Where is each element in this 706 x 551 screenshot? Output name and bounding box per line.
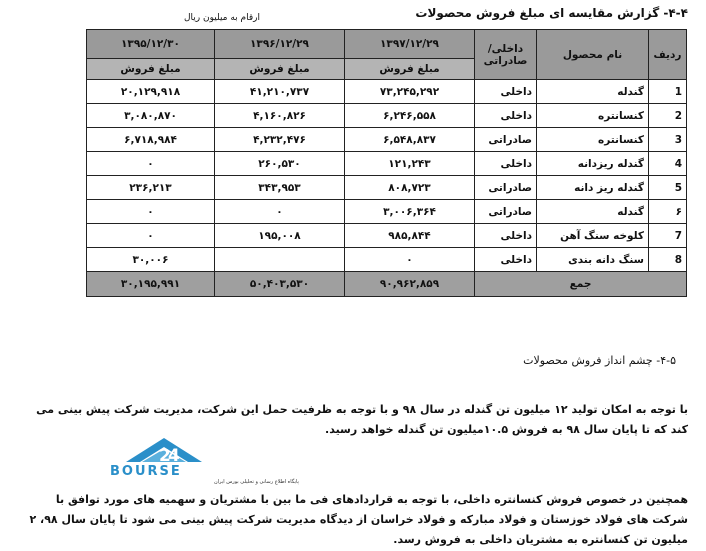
amount-1396: ۱۹۵,۰۰۸ bbox=[215, 224, 345, 248]
row-no: 4 bbox=[649, 152, 687, 176]
product-name: کنسانتره bbox=[537, 128, 649, 152]
product-name: گندله bbox=[537, 80, 649, 104]
amount-1397: ۱۲۱,۲۴۳ bbox=[345, 152, 475, 176]
amount-1395: ۰ bbox=[87, 224, 215, 248]
total-1396: ۵۰,۴۰۳,۵۳۰ bbox=[215, 272, 345, 297]
sale-type: داخلی bbox=[475, 152, 537, 176]
amount-1397: ۳,۰۰۶,۳۶۴ bbox=[345, 200, 475, 224]
sale-type: صادراتی bbox=[475, 176, 537, 200]
table-row bbox=[87, 152, 687, 176]
sale-type: داخلی bbox=[475, 224, 537, 248]
amount-1395: ۳۰,۰۰۶ bbox=[87, 248, 215, 272]
table-row bbox=[87, 128, 687, 152]
header-amount: مبلغ فروش bbox=[215, 59, 345, 80]
amount-1396: ۳۴۳,۹۵۳ bbox=[215, 176, 345, 200]
amount-1397: ۶,۵۴۸,۸۳۷ bbox=[345, 128, 475, 152]
header-product: نام محصول bbox=[537, 30, 649, 80]
product-name: کنسانتره bbox=[537, 104, 649, 128]
amount-1395: ۳,۰۸۰,۸۷۰ bbox=[87, 104, 215, 128]
svg-text:پایگاه اطلاع رسانی و تحلیلی بو: پایگاه اطلاع رسانی و تحلیلی بورس ایران bbox=[214, 479, 299, 485]
amount-1397: ۰ bbox=[345, 248, 475, 272]
header-date-1397: ۱۳۹۷/۱۲/۲۹ bbox=[345, 30, 475, 59]
row-no: 7 bbox=[649, 224, 687, 248]
row-no: 1 bbox=[649, 80, 687, 104]
amount-1395: ۲۰,۱۲۹,۹۱۸ bbox=[87, 80, 215, 104]
product-name: سنگ دانه بندی bbox=[537, 248, 649, 272]
row-no: ۶ bbox=[649, 200, 687, 224]
amount-1397: ۸۰۸,۷۲۳ bbox=[345, 176, 475, 200]
sale-type: داخلی bbox=[475, 104, 537, 128]
total-1395: ۳۰,۱۹۵,۹۹۱ bbox=[87, 272, 215, 297]
sales-comparison-table bbox=[86, 29, 687, 297]
header-date-1396: ۱۳۹۶/۱۲/۲۹ bbox=[215, 30, 345, 59]
table-row bbox=[87, 104, 687, 128]
product-name: گندله ریزدانه bbox=[537, 152, 649, 176]
sale-type: صادراتی bbox=[475, 128, 537, 152]
header-amount: مبلغ فروش bbox=[87, 59, 215, 80]
sale-type: داخلی bbox=[475, 80, 537, 104]
amount-1397: ۷۳,۲۴۵,۲۹۲ bbox=[345, 80, 475, 104]
amount-1396 bbox=[215, 248, 345, 272]
total-1397: ۹۰,۹۶۲,۸۵۹ bbox=[345, 272, 475, 297]
table-row bbox=[87, 80, 687, 104]
product-name: گندله bbox=[537, 200, 649, 224]
units-note: ارقام به میلیون ریال bbox=[184, 13, 260, 23]
svg-text:2: 2 bbox=[159, 446, 171, 466]
row-no: 5 bbox=[649, 176, 687, 200]
table-row bbox=[87, 176, 687, 200]
amount-1397: ۶,۲۴۶,۵۵۸ bbox=[345, 104, 475, 128]
row-no: 3 bbox=[649, 128, 687, 152]
paragraph-1: با توجه به امکان تولید ۱۲ میلیون تن گندله در سال ۹۸ و با توجه به ظرفیت حمل این شرکت، مدیریت شرکت پیش بینی می کند که تا پایان سال ۹۸ به فروش ۱۰.۵میلیون تن گندله خواهد رسید. bbox=[36, 403, 688, 436]
bourse-logo bbox=[96, 436, 299, 486]
header-amount: مبلغ فروش bbox=[345, 59, 475, 80]
amount-1396: ۴,۱۶۰,۸۲۶ bbox=[215, 104, 345, 128]
amount-1396: ۴,۲۳۲,۴۷۶ bbox=[215, 128, 345, 152]
bourse-logo-mark bbox=[96, 436, 299, 486]
sale-type: داخلی bbox=[475, 248, 537, 272]
svg-text:BOURSE: BOURSE bbox=[110, 464, 182, 479]
header-row-no: ردیف bbox=[649, 30, 687, 80]
product-name: کلوخه سنگ آهن bbox=[537, 224, 649, 248]
table-row bbox=[87, 248, 687, 272]
sub-title: ۴-۵- چشم انداز فروش محصولات bbox=[523, 354, 676, 367]
total-row bbox=[87, 272, 687, 297]
header-date-1395: ۱۳۹۵/۱۲/۳۰ bbox=[87, 30, 215, 59]
amount-1396: ۰ bbox=[215, 200, 345, 224]
amount-1395: ۰ bbox=[87, 152, 215, 176]
paragraph-2: همچنین در خصوص فروش کنسانتره داخلی، با توجه به قراردادهای فی ما بین با مشتریان و سهمیه های مورد توافق با شرکت های فولاد خوزستان و فولاد مبارکه و فولاد خراسان از دیدگاه مدیریت شرکت پیش بینی می شود تا پایان سال ۹۸، ۲ میلیون تن کنسانتره به مشتریان داخلی به فروش رسد. bbox=[29, 493, 688, 546]
section-title: ۴-۴- گزارش مقایسه ای مبلغ فروش محصولات bbox=[415, 6, 688, 20]
amount-1397: ۹۸۵,۸۴۴ bbox=[345, 224, 475, 248]
amount-1396: ۲۶۰,۵۳۰ bbox=[215, 152, 345, 176]
amount-1395: ۰ bbox=[87, 200, 215, 224]
header-kind: داخلی/ صادراتی bbox=[475, 30, 537, 80]
svg-text:4: 4 bbox=[168, 446, 180, 466]
sale-type: صادراتی bbox=[475, 200, 537, 224]
total-label: جمع bbox=[475, 272, 687, 297]
table-row bbox=[87, 200, 687, 224]
row-no: 8 bbox=[649, 248, 687, 272]
table-row bbox=[87, 224, 687, 248]
amount-1396: ۴۱,۲۱۰,۷۳۷ bbox=[215, 80, 345, 104]
amount-1395: ۶,۷۱۸,۹۸۴ bbox=[87, 128, 215, 152]
row-no: 2 bbox=[649, 104, 687, 128]
amount-1395: ۲۳۶,۲۱۳ bbox=[87, 176, 215, 200]
product-name: گندله ریز دانه bbox=[537, 176, 649, 200]
